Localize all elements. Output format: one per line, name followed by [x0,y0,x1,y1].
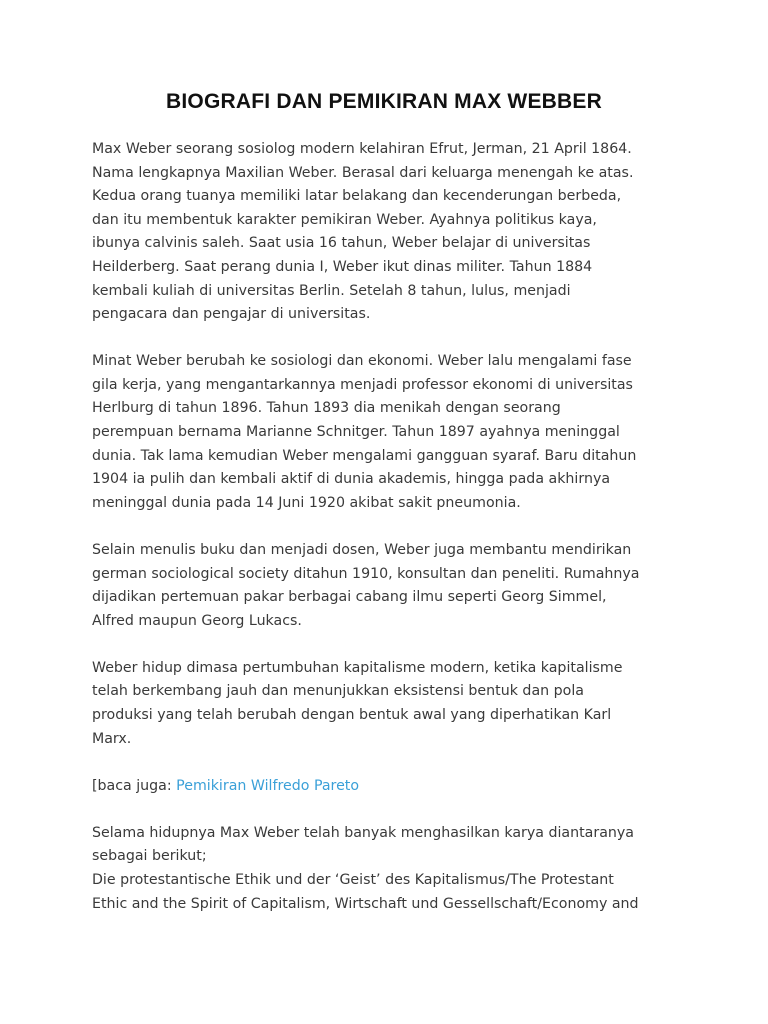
text-line: sebagai berikut; [92,848,207,865]
text-line: Selama hidupnya Max Weber telah banyak menghasilkan karya diantaranya [92,824,634,841]
text-line: Selain menulis buku dan menjadi dosen, Weber juga membantu mendirikan [92,541,632,558]
text-line: Heilderberg. Saat perang dunia I, Weber ikut dinas militer. Tahun 1884 [92,258,593,275]
paragraph-capitalism [92,657,692,751]
text-line: dunia. Tak lama kemudian Weber mengalami gangguan syaraf. Baru ditahun [92,447,637,464]
document-body [92,138,692,940]
text-line: german sociological society ditahun 1910, konsultan dan peneliti. Rumahnya [92,565,640,582]
text-line: Ethic and the Spirit of Capitalism, Wirtschaft und Gessellschaft/Economy and [92,895,639,912]
paragraph-works [92,822,692,916]
read-also-prefix: [baca juga: [92,777,177,794]
read-also-line [92,775,692,799]
paragraph-society [92,539,692,633]
paragraph-career [92,350,692,515]
text-line: ibunya calvinis saleh. Saat usia 16 tahun, Weber belajar di universitas [92,235,591,252]
text-line: Kedua orang tuanya memiliki latar belakang dan kecenderungan berbeda, [92,188,622,205]
document-title: BIOGRAFI DAN PEMIKIRAN MAX WEBBER [166,90,602,113]
paragraph-biography [92,138,692,327]
text-line: Minat Weber berubah ke sosiologi dan ekonomi. Weber lalu mengalami fase [92,353,632,370]
text-line: Die protestantische Ethik und der ‘Geist’ des Kapitalismus/The Protestant [92,871,614,888]
text-line: kembali kuliah di universitas Berlin. Setelah 8 tahun, lulus, menjadi [92,282,571,299]
text-line: perempuan bernama Marianne Schnitger. Tahun 1897 ayahnya meninggal [92,424,620,441]
text-line: pengacara dan pengajar di universitas. [92,306,371,323]
text-line: Weber hidup dimasa pertumbuhan kapitalisme modern, ketika kapitalisme [92,659,623,676]
text-line: telah berkembang jauh dan menunjukkan eksistensi bentuk dan pola [92,683,584,700]
text-line: dijadikan pertemuan pakar berbagai cabang ilmu seperti Georg Simmel, [92,589,607,606]
text-line: gila kerja, yang mengantarkannya menjadi professor ekonomi di universitas [92,376,633,393]
text-line: 1904 ia pulih dan kembali aktif di dunia akademis, hingga pada akhirnya [92,471,611,488]
text-line: produksi yang telah berubah dengan bentuk awal yang diperhatikan Karl [92,706,612,723]
text-line: meninggal dunia pada 14 Juni 1920 akibat sakit pneumonia. [92,494,521,511]
text-line: Nama lengkapnya Maxilian Weber. Berasal dari keluarga menengah ke atas. [92,164,634,181]
text-line: Marx. [92,730,132,747]
text-line: Alfred maupun Georg Lukacs. [92,612,302,629]
text-line: dan itu membentuk karakter pemikiran Weber. Ayahnya politikus kaya, [92,211,597,228]
text-line: Max Weber seorang sosiolog modern kelahiran Efrut, Jerman, 21 April 1864. [92,141,632,157]
read-also-text [92,775,692,799]
read-also-link[interactable]: Pemikiran Wilfredo Pareto [176,777,360,794]
text-line: Herlburg di tahun 1896. Tahun 1893 dia menikah dengan seorang [92,400,561,417]
